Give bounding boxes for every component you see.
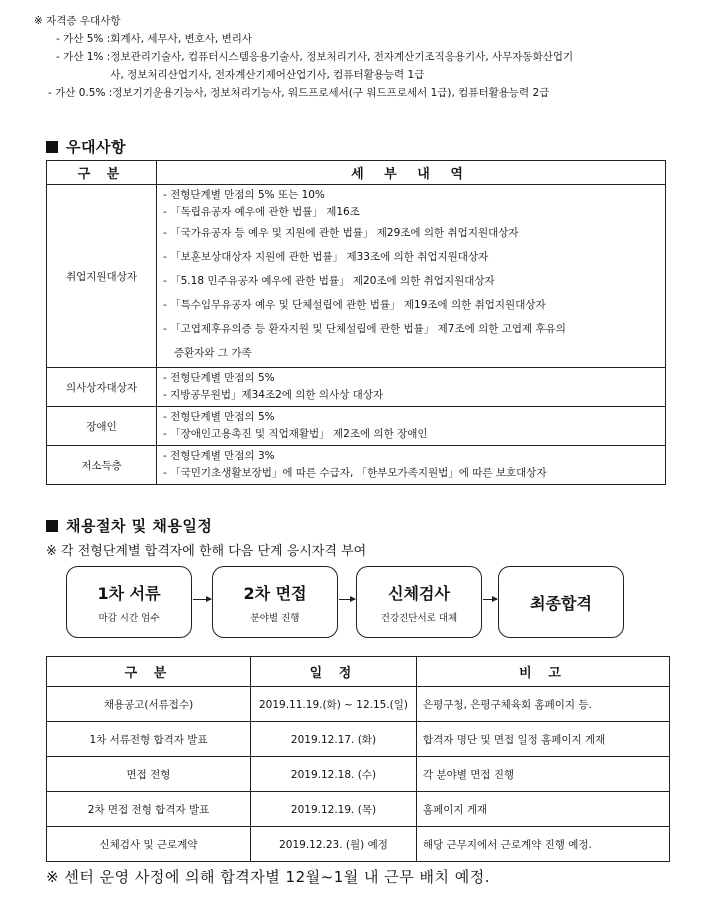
date-cell: 2019.12.23. (월) 예정 xyxy=(251,827,417,862)
remark-cell: 각 분야별 면접 진행 xyxy=(417,757,670,792)
process-title-text: 채용절차 및 채용일정 xyxy=(66,517,213,535)
detail-line: - 「독립유공자 예우에 관한 법률」 제16조 xyxy=(163,206,360,218)
preference-table xyxy=(46,160,666,485)
step-subtitle: 건강진단서로 대체 xyxy=(380,612,458,624)
flow-step-document xyxy=(66,566,192,638)
preference-title-text: 우대사항 xyxy=(66,138,126,156)
table-row xyxy=(47,722,670,757)
table-row xyxy=(47,407,666,446)
category-cell: 취업지원대상자 xyxy=(47,185,157,368)
detail-line: - 「국가유공자 등 예우 및 지원에 관한 법률」 제29조에 의한 취업지원대상자 xyxy=(163,227,519,239)
table-row xyxy=(47,185,666,368)
detail-line: - 「고엽제후유의증 등 환자지원 및 단체설립에 관한 법률」 제7조에 의한 고엽제 후유의 xyxy=(163,323,566,335)
stage-cell: 채용공고(서류접수) xyxy=(47,687,251,722)
table-row xyxy=(47,757,670,792)
stage-cell: 2차 면접 전형 합격자 발표 xyxy=(47,792,251,827)
certificate-heading: ※ 자격증 우대사항 xyxy=(34,15,121,27)
detail-line: - 「5.18 민주유공자 예우에 관한 법률」 제20조에 의한 취업지원대상자 xyxy=(163,275,495,287)
arrow-right-icon xyxy=(193,599,211,600)
stage-cell: 1차 서류전형 합격자 발표 xyxy=(47,722,251,757)
category-cell: 장애인 xyxy=(47,407,157,446)
table-header-row xyxy=(47,161,666,185)
column-header: 구 분 xyxy=(47,161,157,185)
detail-line: - 전형단계별 만점의 5% xyxy=(163,372,275,384)
process-note: ※ 각 전형단계별 합격자에 한해 다음 단계 응시자격 부여 xyxy=(46,544,367,559)
detail-line: - 지방공무원법」제34조2에 의한 의사상 대상자 xyxy=(163,389,384,401)
step-title: 최종합격 xyxy=(530,593,592,613)
remark-cell: 은평구청, 은평구체육회 홈페이지 등. xyxy=(417,687,670,722)
certificate-key: - 가산 1% : xyxy=(56,51,111,63)
date-cell: 2019.11.19.(화) ~ 12.15.(일) xyxy=(251,687,417,722)
detail-line: - 「국민기초생활보장법」에 따른 수급자, 「한부모가족지원법」에 따른 보호대상자 xyxy=(163,467,547,479)
detail-line: - 「보훈보상대상자 지원에 관한 법률」 제33조에 의한 취업지원대상자 xyxy=(163,251,489,263)
table-row xyxy=(47,368,666,407)
flow-step-physical xyxy=(356,566,482,638)
date-cell: 2019.12.18. (수) xyxy=(251,757,417,792)
flow-step-interview xyxy=(212,566,338,638)
step-subtitle: 분야별 진행 xyxy=(250,612,300,624)
footer-note: ※ 센터 운영 사정에 의해 합격자별 12월~1월 내 근무 배치 예정. xyxy=(46,868,490,886)
table-row xyxy=(47,792,670,827)
detail-line: - 「특수임무유공자 예우 및 단체설립에 관한 법률」 제19조에 의한 취업지원대상자 xyxy=(163,299,546,311)
arrow-right-icon xyxy=(483,599,497,600)
category-cell: 저소득층 xyxy=(47,446,157,485)
certificate-row xyxy=(56,48,692,84)
detail-line: - 전형단계별 만점의 5% xyxy=(163,411,275,423)
details-cell xyxy=(157,368,666,407)
certificate-preference xyxy=(22,12,692,102)
step-title: 2차 면접 xyxy=(243,583,307,603)
certificate-key: - 가산 0.5% : xyxy=(48,87,113,99)
step-title: 신체검사 xyxy=(388,583,450,603)
detail-line: 증환자와 그 가족 xyxy=(174,347,252,359)
process-section-title xyxy=(46,515,212,536)
table-row xyxy=(47,687,670,722)
certificate-value: 정보관리기술사, 컴퓨터시스템응용기술사, 정보처리기사, 전자계산기조직응용기사, 사무자동화산업기사, 정보처리산업기사, 전자계산기제어산업기사, 컴퓨터활용능력 1급 xyxy=(110,51,574,81)
stage-cell: 면접 전형 xyxy=(47,757,251,792)
process-flow xyxy=(66,566,626,644)
remark-cell: 합격자 명단 및 면접 일정 홈페이지 게재 xyxy=(417,722,670,757)
step-title: 1차 서류 xyxy=(97,583,161,603)
detail-line: - 전형단계별 만점의 5% 또는 10% xyxy=(163,189,325,201)
square-bullet-icon xyxy=(46,520,58,532)
date-cell: 2019.12.19. (목) xyxy=(251,792,417,827)
detail-line: - 「장애인고용촉진 및 직업재활법」 제2조에 의한 장애인 xyxy=(163,428,428,440)
table-header-row xyxy=(47,657,670,687)
certificate-value: 정보기기운용기능사, 정보처리기능사, 워드프로세서(구 워드프로세서 1급), 컴퓨터활용능력 2급 xyxy=(112,87,550,99)
arrow-right-icon xyxy=(339,599,355,600)
flow-step-final xyxy=(498,566,624,638)
column-header: 구 분 xyxy=(47,657,251,687)
column-header: 비 고 xyxy=(417,657,670,687)
certificate-key: - 가산 5% : xyxy=(56,33,111,45)
remark-cell: 해당 근무지에서 근로계약 진행 예정. xyxy=(417,827,670,862)
schedule-table xyxy=(46,656,670,862)
certificate-row xyxy=(48,84,692,102)
table-row xyxy=(47,827,670,862)
square-bullet-icon xyxy=(46,141,58,153)
stage-cell: 신체검사 및 근로계약 xyxy=(47,827,251,862)
preference-section-title xyxy=(46,136,126,157)
category-cell: 의사상자대상자 xyxy=(47,368,157,407)
table-row xyxy=(47,446,666,485)
column-header: 세 부 내 역 xyxy=(157,161,666,185)
details-cell xyxy=(157,185,666,368)
certificate-row xyxy=(56,30,692,48)
certificate-value: 회계사, 세무사, 변호사, 변리사 xyxy=(110,33,253,45)
details-cell xyxy=(157,407,666,446)
step-subtitle: 마감 시간 엄수 xyxy=(98,612,160,624)
column-header: 일 정 xyxy=(251,657,417,687)
date-cell: 2019.12.17. (화) xyxy=(251,722,417,757)
detail-line: - 전형단계별 만점의 3% xyxy=(163,450,275,462)
details-cell xyxy=(157,446,666,485)
remark-cell: 홈페이지 게재 xyxy=(417,792,670,827)
